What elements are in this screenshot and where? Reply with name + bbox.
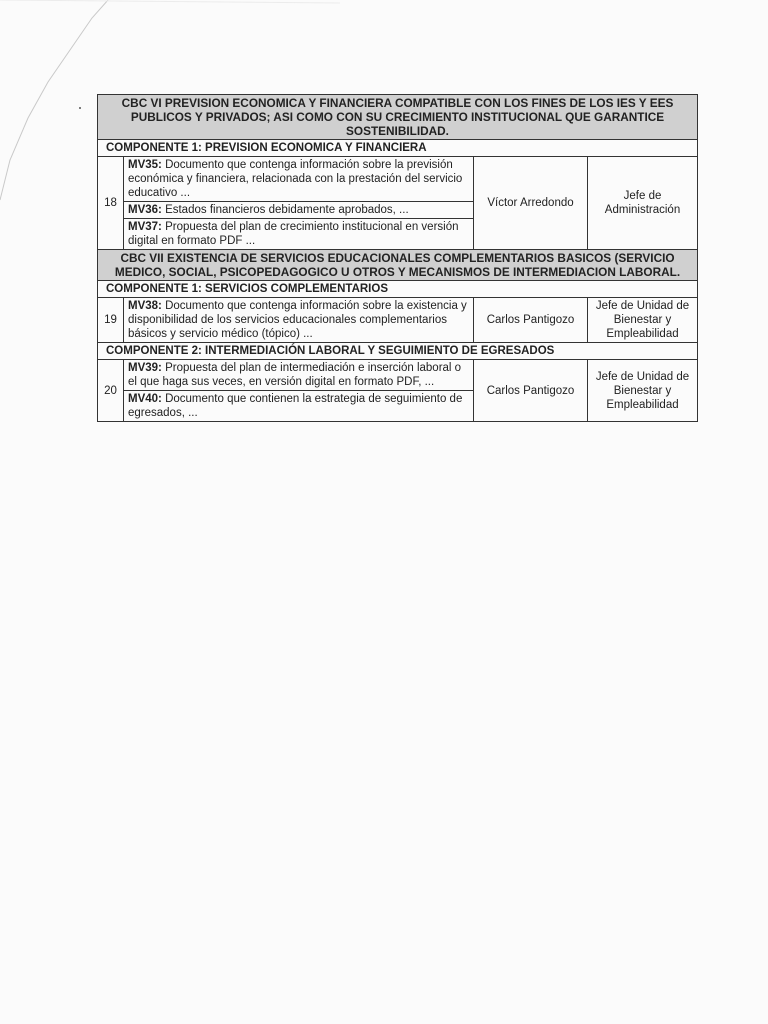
evidence-code: MV37: — [128, 221, 162, 233]
section-header-row — [98, 95, 698, 140]
component-title: COMPONENTE 1: PREVISION ECONOMICA Y FINANCIERA — [98, 140, 698, 157]
responsible-role: Jefe de Unidad de Bienestar y Empleabilidad — [588, 360, 698, 422]
evidence-text: Documento que contenga información sobre la existencia y disponibilidad de los servicios educacionales complementarios básicos y servicio médico (tópico) ... — [128, 300, 467, 340]
component-title: COMPONENTE 1: SERVICIOS COMPLEMENTARIOS — [98, 281, 698, 298]
component-title: COMPONENTE 2: INTERMEDIACIÓN LABORAL Y SEGUIMIENTO DE EGRESADOS — [98, 343, 698, 360]
evidence-item-mv37 — [124, 219, 474, 250]
evidence-text: Estados financieros debidamente aprobados, ... — [161, 204, 409, 216]
evidence-code: MV39: — [128, 362, 162, 374]
table-row — [98, 157, 698, 202]
component-row — [98, 281, 698, 298]
requirements-table — [97, 94, 698, 422]
responsible-name: Víctor Arredondo — [474, 157, 588, 250]
row-number: 20 — [98, 360, 124, 422]
evidence-text: Propuesta del plan de intermediación e inserción laboral o el que haga sus veces, en versión digital en formato PDF, ... — [128, 362, 462, 388]
row-number: 18 — [98, 157, 124, 250]
evidence-code: MV38: — [128, 300, 162, 312]
evidence-code: MV36: — [128, 204, 162, 216]
evidence-item-mv39 — [124, 360, 474, 391]
evidence-code: MV40: — [128, 393, 162, 405]
responsible-name: Carlos Pantigozo — [474, 360, 588, 422]
evidence-item-mv36 — [124, 202, 474, 219]
section-header-cbc-vii: CBC VII EXISTENCIA DE SERVICIOS EDUCACIONALES COMPLEMENTARIOS BASICOS (SERVICIO MEDICO, SOCIAL, PSICOPEDAGOGICO U OTROS Y MECANISMOS DE INTERMEDIACION LABORAL. — [98, 250, 698, 281]
section-header-row — [98, 250, 698, 281]
table-row — [98, 298, 698, 343]
evidence-item-mv40 — [124, 391, 474, 422]
table-row — [98, 360, 698, 391]
row-number: 19 — [98, 298, 124, 343]
scan-speck — [79, 107, 81, 109]
evidence-code: MV35: — [128, 159, 162, 171]
evidence-item-mv38 — [124, 298, 474, 343]
evidence-item-mv35 — [124, 157, 474, 202]
responsible-role: Jefe de Administración — [588, 157, 698, 250]
component-row — [98, 140, 698, 157]
evidence-text: Documento que contienen la estrategia de seguimiento de egresados, ... — [128, 393, 463, 419]
responsible-role: Jefe de Unidad de Bienestar y Empleabilidad — [588, 298, 698, 343]
evidence-text: Documento que contenga información sobre la previsión económica y financiera, relacionada con la prestación del servicio educativo ... — [128, 159, 463, 199]
section-header-cbc-vi: CBC VI PREVISION ECONOMICA Y FINANCIERA COMPATIBLE CON LOS FINES DE LOS IES Y EES PUBLICOS Y PRIVADOS; ASI COMO CON SU CRECIMIENTO INSTITUCIONAL QUE GARANTICE SOSTENIBILIDAD. — [98, 95, 698, 140]
evidence-text: Propuesta del plan de crecimiento institucional en versión digital en formato PDF ... — [128, 221, 459, 247]
component-row — [98, 343, 698, 360]
responsible-name: Carlos Pantigozo — [474, 298, 588, 343]
